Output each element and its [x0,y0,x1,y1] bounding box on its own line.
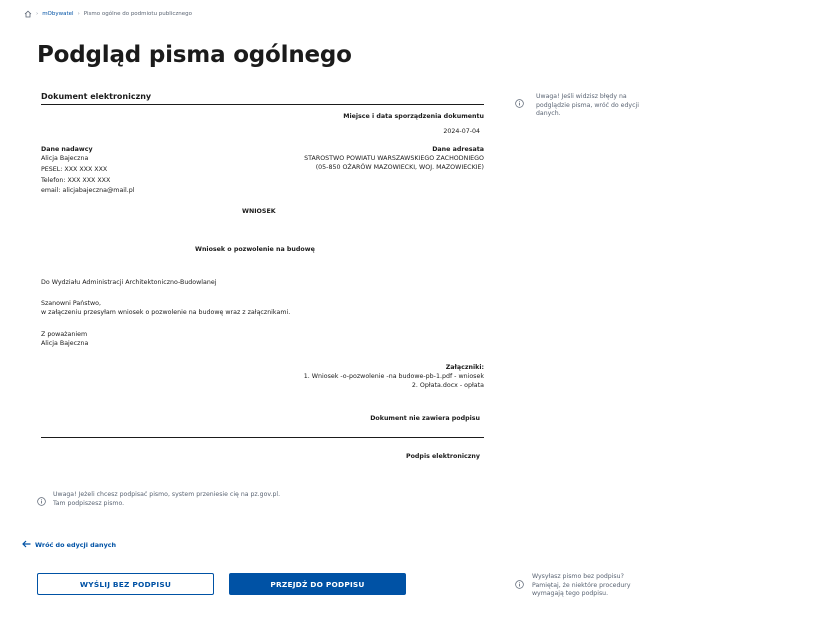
sender-phone: Telefon: XXX XXX XXX [41,177,111,184]
document-divider [41,104,484,105]
document-greeting: Szanowni Państwo, [41,300,102,307]
note-line: podglądzie pisma, wróć do edycji [536,101,639,109]
note-line: Pamiętaj, że niektóre procedury [532,581,631,589]
attachment-item: 2. Opłata.docx - opłata [411,382,484,389]
go-to-signature-button[interactable]: PRZEJDŹ DO PODPISU [229,573,406,595]
document-header: Dokument elektroniczny [41,92,152,101]
note-line: Uwaga! Jeżeli chcesz podpisać pismo, system przeniesie cię na pz.gov.pl. [53,491,281,498]
attachment-item: 1. Wniosek -o-pozwolenie -na budowe-pb-1.pdf - wniosek [303,373,484,380]
send-without-signature-button[interactable]: WYŚLIJ BEZ PODPISU [37,573,214,595]
note-line: Tam podpiszesz pismo. [53,499,125,507]
document-subject: Wniosek o pozwolenie na budowę [195,246,315,253]
document-addressee: Do Wydziału Administracji Architektoniczno-Budowlanej [41,279,217,286]
recipient-label: Dane adresata [432,146,484,153]
preview-warning-note [536,93,639,119]
no-signature-text: Dokument nie zawiera podpisu [370,415,480,422]
sender-email: email: alicjabajeczna@mail.pl [41,187,135,194]
arrow-left-icon [22,540,31,550]
signature-divider [41,437,484,438]
info-icon [515,574,524,593]
info-icon [37,491,46,510]
document-date: 2024-07-04 [443,128,480,135]
page-title: Podgląd pisma ogólnego [37,42,352,68]
breadcrumb-separator-icon: › [77,11,80,17]
note-line: Uwaga! Jeśli widzisz błędy na [536,93,627,100]
recipient-line1: STAROSTWO POWIATU WARSZAWSKIEGO ZACHODNIEGO [304,155,484,162]
home-icon[interactable] [24,10,32,18]
document-type: WNIOSEK [242,208,276,215]
sign-info-note [53,491,280,508]
breadcrumb-item-mobywatel[interactable]: mObywatel [42,11,74,17]
back-link-label: Wróć do edycji danych [35,541,117,549]
sender-name: Alicja Bajeczna [41,155,89,162]
sender-pesel: PESEL: XXX XXX XXX [41,166,108,173]
document-closing: Z poważaniem [41,331,88,338]
place-date-label: Miejsce i data sporządzenia dokumentu [343,113,484,120]
note-line: wymagają tego podpisu. [532,590,609,598]
e-signature-text: Podpis elektroniczny [405,453,480,460]
attachments-label: Załączniki: [445,364,484,371]
document-body: w załączeniu przesyłam wniosek o pozwolenie na budowę wraz z załącznikami. [41,309,291,316]
back-to-edit-link[interactable] [22,540,116,550]
breadcrumb-item-current: Pismo ogólne do podmiotu publicznego [83,11,192,17]
sender-label: Dane nadawcy [41,146,93,153]
recipient-line2: (05-850 OŻARÓW MAZOWIECKI, WOJ. MAZOWIECKIE) [315,164,484,171]
unsigned-warning-note [532,573,631,599]
breadcrumb-separator-icon: › [36,11,39,17]
info-icon [515,93,524,112]
breadcrumb [24,10,192,18]
document-signature-name: Alicja Bajeczna [41,340,89,347]
note-line: danych. [536,110,561,118]
note-line: Wysyłasz pismo bez podpisu? [532,573,624,580]
